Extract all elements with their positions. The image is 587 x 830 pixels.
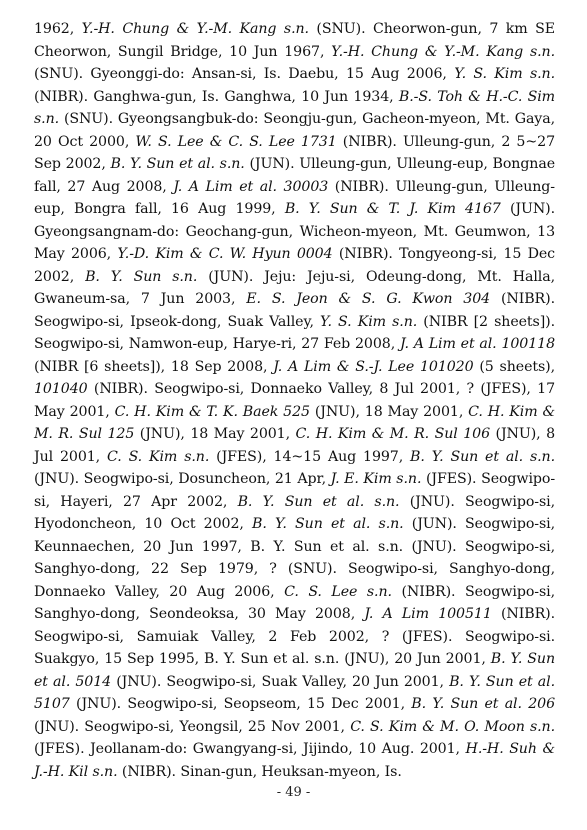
locality-text: (NIBR). Ganghwa-gun, Is. Ganghwa, 10 Jun 1934, (34, 88, 399, 105)
collector-citation: J. A Lim 100511 (364, 606, 492, 622)
collector-citation: C. H. Kim & M. R. Sul 106 (295, 426, 490, 442)
locality-text: (NIBR). Seogwipo-si, Sanghyo-dong, Seondeoksa, 30 May 2008, (34, 583, 555, 622)
collector-citation: B. Y. Sun & T. J. Kim 4167 (284, 201, 501, 217)
locality-text: (NIBR [2 sheets]). Seogwipo-si, Namwon-eup, Harye-ri, 27 Feb 2008, (34, 313, 555, 352)
collector-citation: Y.-H. Chung & Y.-M. Kang s.n. (81, 21, 309, 37)
collector-citation: J. A Lim et al. 100118 (399, 336, 555, 352)
collector-citation: C. H. Kim & T. K. Baek 525 (114, 403, 310, 420)
locality-text: (JNU), 8 Jul 2001, (34, 426, 555, 465)
locality-text: (JNU), 18 May 2001, (309, 403, 469, 420)
locality-text: (JFES). Jeollanam-do: Gwangyang-si, Jijindo, 10 Aug. 2001, (34, 741, 466, 757)
collector-citation: Y.-D. Kim & C. W. Hyun 0004 (117, 246, 333, 262)
collector-citation: Y. S. Kim s.n. (320, 313, 418, 330)
locality-text: (SNU). Gyeonggi-do: Ansan-si, Is. Daebu, 15 Aug 2006, (34, 66, 455, 82)
collector-citation: B. Y. Sun et al. 5107 (34, 673, 555, 712)
specimen-list-paragraph (34, 18, 555, 783)
locality-text: (NIBR). Ulleung-gun, Ulleung-eup, Bongra fall, 16 Aug 1999, (34, 178, 555, 217)
locality-text: (SNU). Gyeongsangbuk-do: Seongju-gun, Gacheon-myeon, Mt. Gaya, 20 Oct 2000, (34, 111, 555, 150)
locality-text: (NIBR [6 sheets]), 18 Sep 2008, (34, 358, 274, 375)
collector-citation: C. H. Kim & M. R. Sul 125 (34, 403, 555, 442)
locality-text: (JNU). Seogwipo-si, Suak Valley, 20 Jun 2001, (111, 673, 450, 690)
collector-citation: B. Y. Sun et al. 5014 (34, 651, 555, 690)
locality-text: (JUN). Gyeongsangnam-do: Geochang-gun, Wicheon-myeon, Mt. Geumwon, 13 May 2006, (34, 201, 555, 262)
locality-text: (JUN). Seogwipo-si, Keunnaechen, 20 Jun 1997, B. Y. Sun et al. s.n. (JNU). Seogwipo-si, Sanghyo-dong, 22 Sep 1979, ? (SNU). Seogwipo-si, Sanghyo-dong, Donnaeko Valley, 20 Aug 2006, (34, 516, 556, 600)
collector-citation: 101040 (34, 381, 88, 397)
locality-text: (NIBR). Seogwipo-si, Donnaeko Valley, 8 Jul 2001, ? (JFES), 17 May 2001, (34, 381, 555, 420)
locality-text: (NIBR). Seogwipo-si, Ipseok-dong, Suak Valley, (34, 291, 555, 330)
collector-citation: B. Y. Sun et al. s.n. (410, 448, 556, 465)
locality-text: (JNU). Seogwipo-si, Yeongsil, 25 Nov 2001, (34, 718, 351, 735)
locality-text: 1962, (34, 21, 82, 37)
collector-citation: Y.-H. Chung & Y.-M. Kang s.n. (331, 43, 555, 60)
collector-citation: E. S. Jeon & S. G. Kwon 304 (246, 291, 491, 307)
locality-text: (JNU). Seogwipo-si, Seopseom, 15 Dec 2001, (69, 696, 412, 712)
collector-citation: W. S. Lee & C. S. Lee 1731 (135, 133, 337, 150)
collector-citation: C. S. Lee s.n. (284, 583, 392, 600)
collector-citation: H.-H. Suh & J.-H. Kil s.n. (34, 741, 555, 780)
locality-text: (JNU). Seogwipo-si, Hyodoncheon, 10 Oct 2002, (34, 493, 555, 532)
locality-text: (JUN). Jeju: Jeju-si, Odeung-dong, Mt. Halla, Gwaneum-sa, 7 Jun 2003, (34, 268, 556, 307)
locality-text: (NIBR). Ulleung-gun, 2 5~27 Sep 2002, (34, 133, 555, 172)
collector-citation: C. S. Kim s.n. (107, 448, 210, 465)
locality-text: (NIBR). Sinan-gun, Heuksan-myeon, Is. (117, 763, 402, 780)
locality-text: (JUN). Ulleung-gun, Ulleung-eup, Bongnae fall, 27 Aug 2008, (34, 156, 555, 195)
collector-citation: Y. S. Kim s.n. (454, 66, 555, 82)
locality-text: (SNU). Cheorwon-gun, 7 km SE Cheorwon, Sungil Bridge, 10 Jun 1967, (34, 21, 555, 60)
collector-citation: B. Y. Sun et al. 206 (411, 696, 555, 712)
locality-text: (JNU). Seogwipo-si, Dosuncheon, 21 Apr, (34, 471, 331, 487)
locality-text: (JFES). Seogwipo-si, Hayeri, 27 Apr 2002, (34, 471, 556, 510)
locality-text: (NIBR). Seogwipo-si, Samuiak Valley, 2 Feb 2002, ? (JFES). Seogwipo-si. Suakgyo, 15 Sep 1995, B. Y. Sun et al. s.n. (JNU), 20 Jun 2001, (34, 606, 556, 667)
collector-citation: C. S. Kim & M. O. Moon s.n. (350, 718, 556, 735)
locality-text: (NIBR). Tongyeong-si, 15 Dec 2002, (34, 246, 556, 285)
collector-citation: B. Y. Sun et al. s.n. (252, 516, 404, 532)
locality-text: (JNU), 18 May 2001, (134, 426, 296, 442)
collector-citation: B.-S. Toh & H.-C. Sim s.n. (34, 88, 555, 127)
collector-citation: B. Y. Sun et al. s.n. (237, 493, 400, 510)
page-number: - 49 - (276, 785, 311, 800)
collector-citation: J. E. Kim s.n. (330, 471, 422, 487)
collector-citation: B. Y. Sun s.n. (85, 268, 198, 285)
collector-citation: J. A Lim & S.-J. Lee 101020 (273, 358, 474, 375)
locality-text: (JFES), 14~15 Aug 1997, (209, 448, 411, 465)
collector-citation: J. A Lim et al. 30003 (173, 178, 329, 195)
locality-text: (5 sheets), (473, 358, 555, 375)
collector-citation: B. Y. Sun et al. s.n. (110, 156, 245, 172)
